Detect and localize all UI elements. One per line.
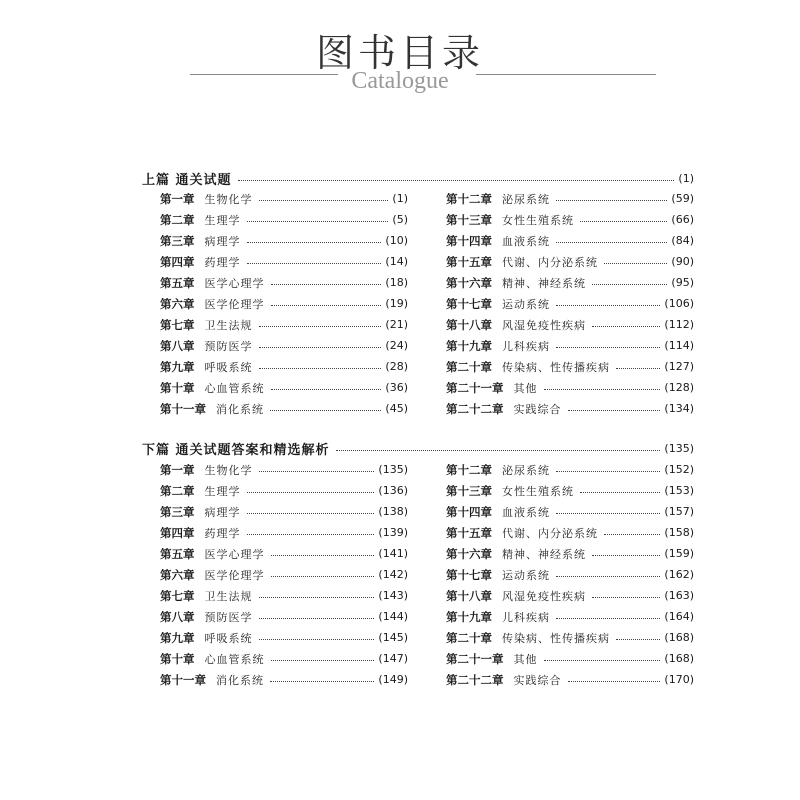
- dot-leader: [259, 347, 382, 348]
- page-number: (28): [385, 360, 408, 373]
- page-subtitle: Catalogue: [351, 68, 449, 94]
- chapter-subject: 女性生殖系统: [502, 484, 574, 498]
- page-number: (159): [664, 547, 694, 560]
- chapter-subject: 其他: [513, 652, 538, 666]
- toc-entry[interactable]: [160, 230, 408, 251]
- toc-entry[interactable]: [160, 356, 408, 377]
- dot-leader: [568, 681, 661, 682]
- page-number: (158): [664, 526, 694, 539]
- chapter-number: 第十一章: [160, 401, 206, 416]
- page-number: (163): [664, 589, 694, 602]
- chapter-number: 第十五章: [446, 254, 492, 269]
- chapter-number: 第二章: [160, 212, 195, 227]
- page-number: (59): [671, 192, 694, 205]
- dot-leader: [271, 305, 382, 306]
- dot-leader: [592, 597, 660, 598]
- chapter-subject: 医学心理学: [204, 276, 265, 290]
- dot-leader: [271, 576, 375, 577]
- page-number: (149): [378, 673, 408, 686]
- dot-leader: [616, 368, 660, 369]
- chapter-subject: 生理学: [204, 484, 241, 498]
- toc-entry[interactable]: [160, 377, 408, 398]
- dot-leader: [247, 242, 382, 243]
- toc-entry[interactable]: [160, 627, 408, 648]
- dot-leader: [556, 576, 660, 577]
- chapter-subject: 泌尿系统: [502, 192, 550, 206]
- page-number: (1): [392, 192, 408, 205]
- dot-leader: [271, 284, 382, 285]
- chapter-number: 第十一章: [160, 672, 206, 687]
- dot-leader: [556, 618, 660, 619]
- chapter-subject: 运动系统: [502, 568, 550, 582]
- page-number: (168): [664, 631, 694, 644]
- dot-leader: [592, 284, 667, 285]
- dot-leader: [247, 221, 389, 222]
- page-number: (127): [664, 360, 694, 373]
- page-number: (164): [664, 610, 694, 623]
- toc-column-left: [160, 459, 408, 690]
- toc-entry[interactable]: [160, 480, 408, 501]
- chapter-subject: 医学伦理学: [204, 568, 265, 582]
- page-number: (128): [664, 381, 694, 394]
- dot-leader: [580, 221, 667, 222]
- chapter-number: 第十二章: [446, 191, 492, 206]
- chapter-subject: 医学伦理学: [204, 297, 265, 311]
- dot-leader: [271, 555, 375, 556]
- dot-leader: [259, 471, 375, 472]
- chapter-subject: 血液系统: [502, 234, 550, 248]
- page-number: (24): [385, 339, 408, 352]
- toc-entry[interactable]: [446, 459, 694, 480]
- dot-leader: [580, 492, 660, 493]
- toc-entry[interactable]: [446, 585, 694, 606]
- chapter-number: 第五章: [160, 275, 195, 290]
- chapter-number: 第三章: [160, 233, 195, 248]
- chapter-subject: 血液系统: [502, 505, 550, 519]
- dot-leader: [556, 305, 660, 306]
- part-page-number: (1): [678, 171, 694, 185]
- page-number: (135): [378, 463, 408, 476]
- dot-leader: [336, 450, 661, 451]
- chapter-number: 第十章: [160, 651, 195, 666]
- page-number: (143): [378, 589, 408, 602]
- chapter-number: 第十三章: [446, 212, 492, 227]
- chapter-subject: 实践综合: [513, 402, 562, 416]
- dot-leader: [271, 660, 375, 661]
- chapter-subject: 代谢、内分泌系统: [502, 255, 598, 269]
- page-number: (36): [385, 381, 408, 394]
- toc-entry[interactable]: [160, 335, 408, 356]
- part-page-number: (135): [664, 441, 694, 455]
- chapter-subject: 生物化学: [204, 463, 253, 477]
- toc-entry[interactable]: [446, 314, 694, 335]
- dot-leader: [259, 618, 375, 619]
- chapter-number: 第三章: [160, 504, 195, 519]
- page-number: (112): [664, 318, 694, 331]
- chapter-number: 第十章: [160, 380, 195, 395]
- dot-leader: [556, 513, 660, 514]
- chapter-number: 第十四章: [446, 233, 492, 248]
- chapter-subject: 其他: [513, 381, 538, 395]
- page-number: (45): [385, 402, 408, 415]
- page-number: (134): [664, 402, 694, 415]
- toc-entry[interactable]: [160, 293, 408, 314]
- page-number: (170): [664, 673, 694, 686]
- dot-leader: [259, 200, 389, 201]
- toc-entry[interactable]: [446, 377, 694, 398]
- toc-entry[interactable]: [160, 314, 408, 335]
- chapter-subject: 泌尿系统: [502, 463, 550, 477]
- dot-leader: [247, 263, 382, 264]
- chapter-number: 第五章: [160, 546, 195, 561]
- dot-leader: [592, 555, 660, 556]
- page-number: (95): [671, 276, 694, 289]
- chapter-number: 第一章: [160, 462, 195, 477]
- chapter-subject: 生理学: [204, 213, 241, 227]
- chapter-subject: 精神、神经系统: [502, 547, 586, 561]
- toc-entry[interactable]: [446, 522, 694, 543]
- chapter-subject: 代谢、内分泌系统: [502, 526, 598, 540]
- toc-column-right: [446, 188, 694, 419]
- page-number: (153): [664, 484, 694, 497]
- toc-entry[interactable]: [446, 335, 694, 356]
- dot-leader: [556, 471, 660, 472]
- chapter-number: 第九章: [160, 630, 195, 645]
- chapter-subject: 儿科疾病: [502, 610, 550, 624]
- toc-entry[interactable]: [446, 398, 694, 419]
- toc-entry[interactable]: [446, 648, 694, 669]
- dot-leader: [259, 639, 375, 640]
- page-number: (106): [664, 297, 694, 310]
- chapter-number: 第十四章: [446, 504, 492, 519]
- chapter-number: 第十九章: [446, 609, 492, 624]
- chapter-number: 第七章: [160, 588, 195, 603]
- page-number: (19): [385, 297, 408, 310]
- chapter-number: 第九章: [160, 359, 195, 374]
- toc-entry[interactable]: [160, 543, 408, 564]
- page-number: (84): [671, 234, 694, 247]
- chapter-number: 第十八章: [446, 317, 492, 332]
- page-number: (90): [671, 255, 694, 268]
- chapter-subject: 精神、神经系统: [502, 276, 586, 290]
- chapter-number: 第六章: [160, 296, 195, 311]
- chapter-number: 第二章: [160, 483, 195, 498]
- dot-leader: [259, 597, 375, 598]
- chapter-number: 第十八章: [446, 588, 492, 603]
- chapter-subject: 病理学: [204, 505, 241, 519]
- part-heading[interactable]: [142, 438, 694, 458]
- dot-leader: [271, 389, 382, 390]
- toc-entry[interactable]: [160, 585, 408, 606]
- dot-leader: [568, 410, 661, 411]
- toc-entry[interactable]: [160, 522, 408, 543]
- toc-entry[interactable]: [446, 669, 694, 690]
- chapter-subject: 风湿免疫性疾病: [502, 589, 586, 603]
- page-number: (147): [378, 652, 408, 665]
- toc-entry[interactable]: [446, 356, 694, 377]
- dot-leader: [238, 180, 675, 181]
- chapter-number: 第十九章: [446, 338, 492, 353]
- page-number: (66): [671, 213, 694, 226]
- page-number: (138): [378, 505, 408, 518]
- page-number: (141): [378, 547, 408, 560]
- chapter-number: 第二十二章: [446, 672, 504, 687]
- toc-entry[interactable]: [160, 459, 408, 480]
- page-number: (152): [664, 463, 694, 476]
- page-number: (162): [664, 568, 694, 581]
- toc-entry[interactable]: [446, 543, 694, 564]
- toc-column-left: [160, 188, 408, 419]
- dot-leader: [259, 368, 382, 369]
- toc-entry[interactable]: [446, 209, 694, 230]
- chapter-subject: 预防医学: [204, 610, 253, 624]
- chapter-subject: 消化系统: [216, 402, 264, 416]
- chapter-subject: 风湿免疫性疾病: [502, 318, 586, 332]
- chapter-number: 第六章: [160, 567, 195, 582]
- page-title: 图书目录: [315, 31, 484, 75]
- chapter-number: 第十六章: [446, 546, 492, 561]
- chapter-number: 第十三章: [446, 483, 492, 498]
- page-number: (114): [664, 339, 694, 352]
- dot-leader: [247, 492, 375, 493]
- toc-entry[interactable]: [160, 398, 408, 419]
- chapter-subject: 生物化学: [204, 192, 253, 206]
- chapter-number: 第二十章: [446, 359, 492, 374]
- toc-entry[interactable]: [446, 251, 694, 272]
- page-number: (5): [392, 213, 408, 226]
- chapter-number: 第四章: [160, 254, 195, 269]
- toc-entry[interactable]: [160, 272, 408, 293]
- toc-entry[interactable]: [446, 272, 694, 293]
- chapter-subject: 呼吸系统: [204, 631, 253, 645]
- toc-entry[interactable]: [446, 501, 694, 522]
- toc-entry[interactable]: [446, 293, 694, 314]
- dot-leader: [616, 639, 660, 640]
- chapter-number: 第七章: [160, 317, 195, 332]
- chapter-number: 第二十一章: [446, 651, 504, 666]
- chapter-subject: 实践综合: [513, 673, 562, 687]
- chapter-subject: 儿科疾病: [502, 339, 550, 353]
- chapter-subject: 传染病、性传播疾病: [502, 360, 610, 374]
- chapter-subject: 药理学: [204, 526, 241, 540]
- toc-entry[interactable]: [446, 188, 694, 209]
- dot-leader: [592, 326, 660, 327]
- chapter-subject: 消化系统: [216, 673, 264, 687]
- toc-entry[interactable]: [160, 501, 408, 522]
- page-number: (157): [664, 505, 694, 518]
- chapter-number: 第十七章: [446, 296, 492, 311]
- toc-entry[interactable]: [160, 188, 408, 209]
- chapter-number: 第八章: [160, 609, 195, 624]
- toc-entry[interactable]: [446, 606, 694, 627]
- chapter-number: 第十七章: [446, 567, 492, 582]
- chapter-number: 第二十二章: [446, 401, 504, 416]
- dot-leader: [544, 389, 661, 390]
- chapter-subject: 呼吸系统: [204, 360, 253, 374]
- dot-leader: [270, 681, 374, 682]
- toc-entry[interactable]: [160, 209, 408, 230]
- dot-leader: [247, 513, 375, 514]
- chapter-subject: 病理学: [204, 234, 241, 248]
- chapter-subject: 运动系统: [502, 297, 550, 311]
- dot-leader: [556, 347, 660, 348]
- chapter-subject: 卫生法规: [204, 318, 253, 332]
- toc-entry[interactable]: [160, 669, 408, 690]
- chapter-number: 第一章: [160, 191, 195, 206]
- page-number: (168): [664, 652, 694, 665]
- chapter-number: 第二十章: [446, 630, 492, 645]
- chapter-subject: 预防医学: [204, 339, 253, 353]
- chapter-subject: 传染病、性传播疾病: [502, 631, 610, 645]
- chapter-number: 第二十一章: [446, 380, 504, 395]
- toc-column-right: [446, 459, 694, 690]
- toc-entry[interactable]: [160, 564, 408, 585]
- page-number: (21): [385, 318, 408, 331]
- dot-leader: [556, 200, 667, 201]
- page-number: (18): [385, 276, 408, 289]
- dot-leader: [247, 534, 375, 535]
- chapter-number: 第十六章: [446, 275, 492, 290]
- page-number: (139): [378, 526, 408, 539]
- page-number: (10): [385, 234, 408, 247]
- toc-entry[interactable]: [446, 230, 694, 251]
- chapter-number: 第十二章: [446, 462, 492, 477]
- dot-leader: [556, 242, 667, 243]
- chapter-subject: 医学心理学: [204, 547, 265, 561]
- page-number: (142): [378, 568, 408, 581]
- chapter-subject: 心血管系统: [204, 652, 265, 666]
- part-title: 下篇 通关试题答案和精选解析: [142, 442, 330, 458]
- page-number: (136): [378, 484, 408, 497]
- chapter-number: 第四章: [160, 525, 195, 540]
- dot-leader: [604, 263, 667, 264]
- toc-entry[interactable]: [160, 648, 408, 669]
- toc-entry[interactable]: [446, 564, 694, 585]
- page-number: (144): [378, 610, 408, 623]
- part-heading[interactable]: [142, 168, 694, 188]
- chapter-subject: 女性生殖系统: [502, 213, 574, 227]
- toc-entry[interactable]: [160, 251, 408, 272]
- chapter-subject: 药理学: [204, 255, 241, 269]
- part-title: 上篇 通关试题: [142, 172, 232, 188]
- toc-entry[interactable]: [446, 627, 694, 648]
- dot-leader: [270, 410, 381, 411]
- toc-entry[interactable]: [446, 480, 694, 501]
- dot-leader: [604, 534, 660, 535]
- dot-leader: [259, 326, 382, 327]
- page-number: (145): [378, 631, 408, 644]
- page-number: (14): [385, 255, 408, 268]
- dot-leader: [544, 660, 661, 661]
- chapter-number: 第十五章: [446, 525, 492, 540]
- chapter-number: 第八章: [160, 338, 195, 353]
- chapter-subject: 心血管系统: [204, 381, 265, 395]
- toc-entry[interactable]: [160, 606, 408, 627]
- chapter-subject: 卫生法规: [204, 589, 253, 603]
